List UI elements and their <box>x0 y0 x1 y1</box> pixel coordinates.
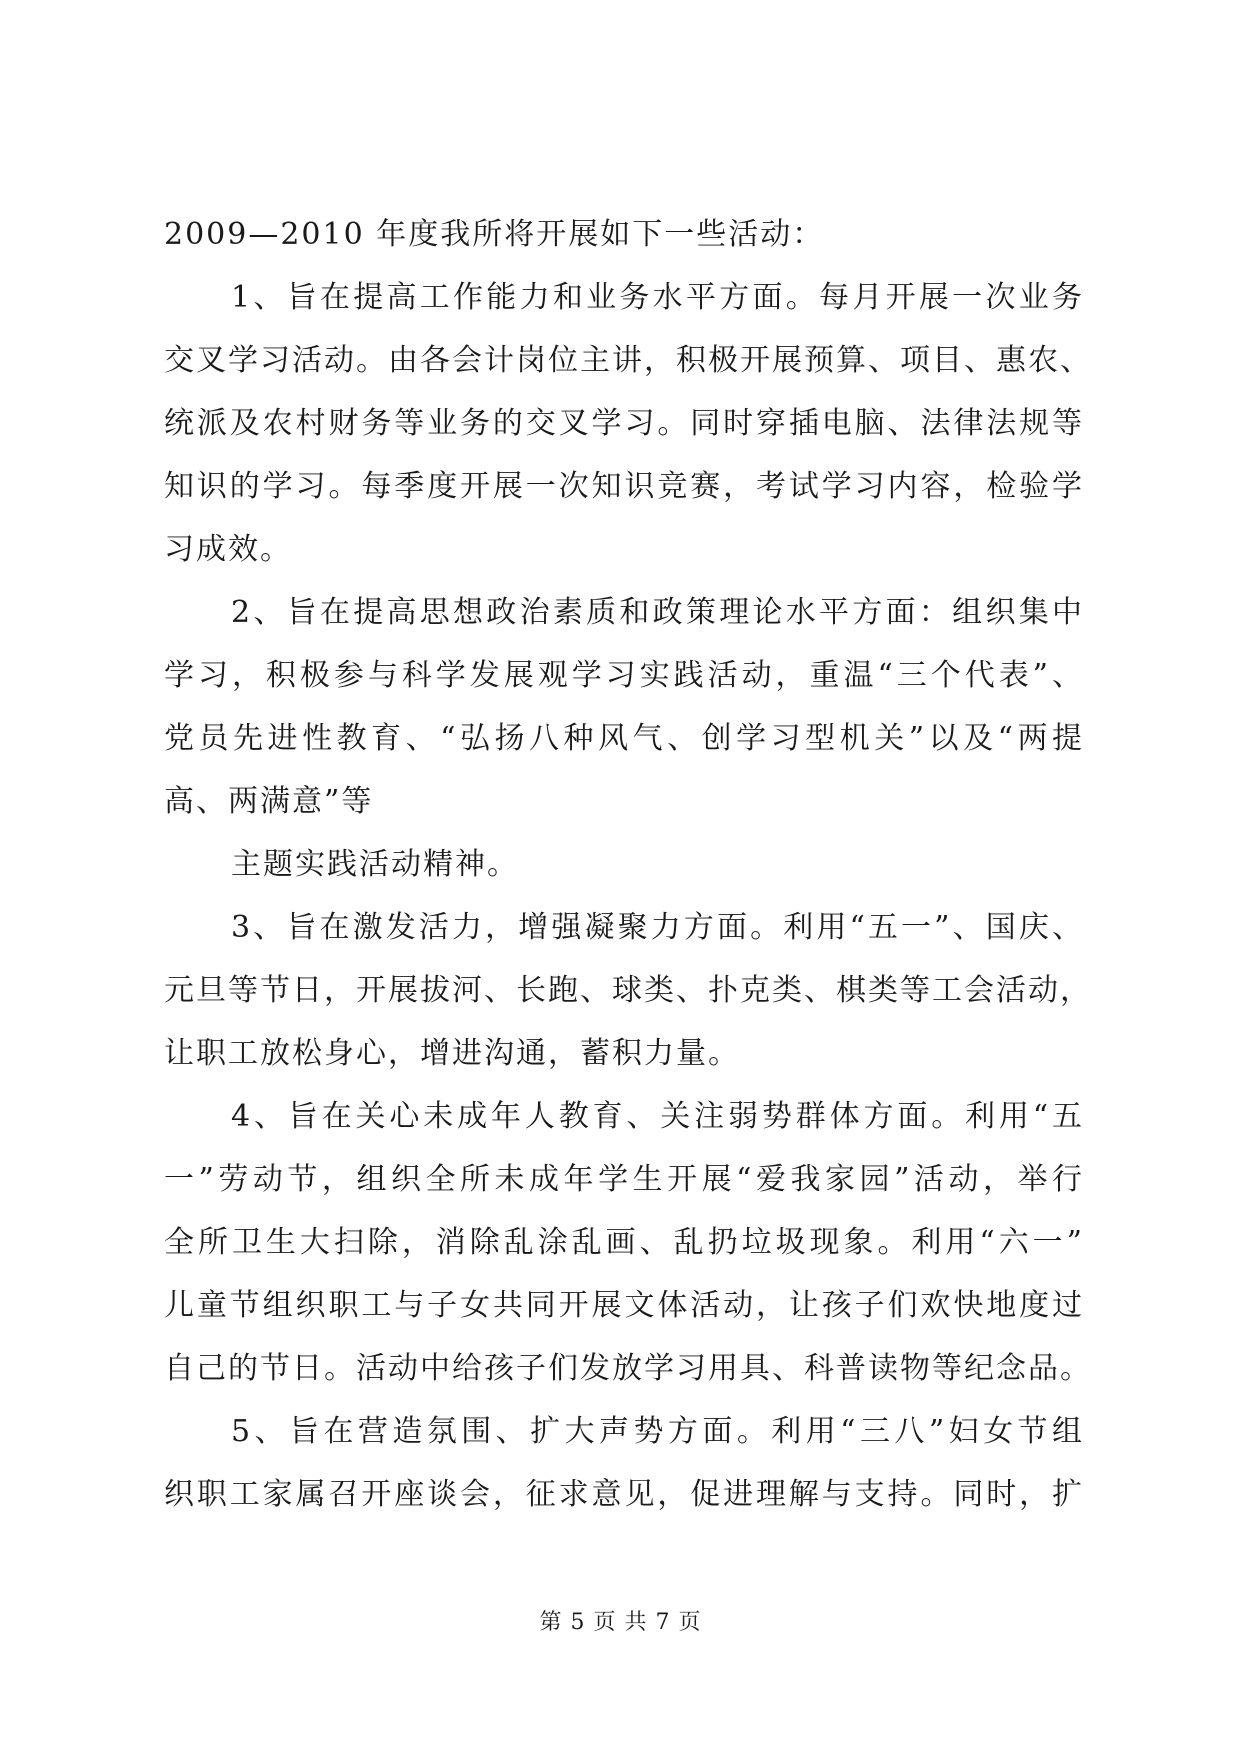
page-footer: 第 5 页 共 7 页 <box>539 1610 702 1635</box>
text-line: 知识的学习。每季度开展一次知识竞赛，考试学习内容，检验学 <box>164 469 1084 504</box>
text-line: 高、两满意”等 <box>164 784 374 819</box>
text-line: 5、旨在营造氛围、扩大声势方面。利用“三八”妇女节组 <box>231 1414 1084 1449</box>
text-line: 习成效。 <box>164 532 292 567</box>
text-line: 2、旨在提高思想政治素质和政策理论水平方面：组织集中 <box>231 595 1084 630</box>
text-line: 4、旨在关心未成年人教育、关注弱势群体方面。利用“五 <box>231 1099 1084 1134</box>
text-line: 2009—2010 年度我所将开展如下一些活动： <box>164 217 825 252</box>
text-line: 统派及农村财务等业务的交叉学习。同时穿插电脑、法律法规等 <box>164 406 1084 441</box>
text-line: 自己的节日。活动中给孩子们发放学习用具、科普读物等纪念品。 <box>164 1351 1092 1386</box>
text-line: 学习，积极参与科学发展观学习实践活动，重温“三个代表”、 <box>164 658 1084 693</box>
text-line: 交叉学习活动。由各会计岗位主讲，积极开展预算、项目、惠农、 <box>164 343 1092 378</box>
text-line: 织职工家属召开座谈会，征求意见，促进理解与支持。同时，扩 <box>164 1477 1084 1512</box>
text-line: 一”劳动节，组织全所未成年学生开展“爱我家园”活动，举行 <box>164 1162 1084 1197</box>
document-body <box>164 203 1092 1526</box>
text-line: 全所卫生大扫除，消除乱涂乱画、乱扔垃圾现象。利用“六一” <box>164 1225 1084 1260</box>
text-line: 让职工放松身心，增进沟通，蓄积力量。 <box>164 1036 740 1071</box>
text-line: 1、旨在提高工作能力和业务水平方面。每月开展一次业务 <box>231 280 1084 315</box>
text-line: 儿童节组织职工与子女共同开展文体活动，让孩子们欢快地度过 <box>164 1288 1084 1323</box>
text-line: 3、旨在激发活力，增强凝聚力方面。利用“五一”、国庆、 <box>231 910 1084 945</box>
text-line: 党员先进性教育、“弘扬八种风气、创学习型机关”以及“两提 <box>164 721 1084 756</box>
text-line: 元旦等节日，开展拔河、长跑、球类、扑克类、棋类等工会活动， <box>164 973 1092 1008</box>
text-line: 主题实践活动精神。 <box>231 847 519 882</box>
